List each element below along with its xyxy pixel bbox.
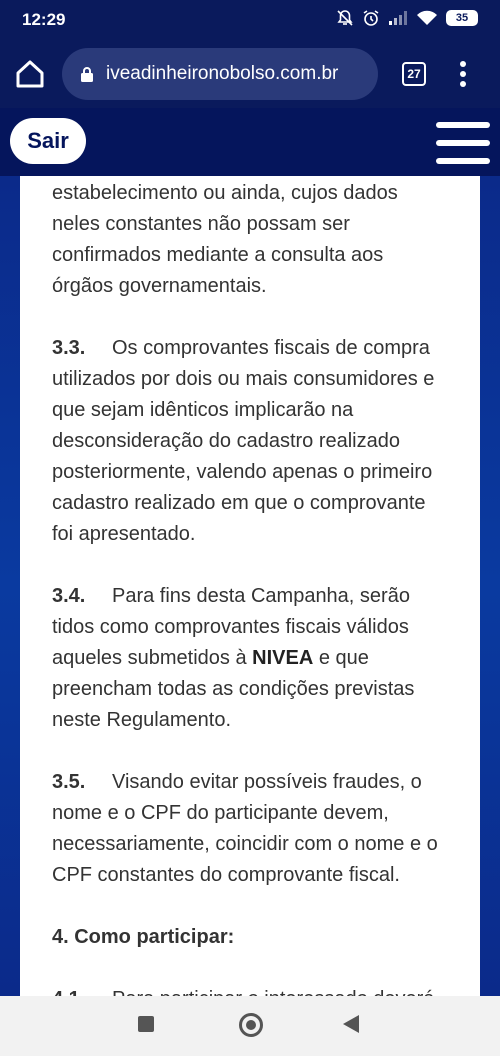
recents-icon[interactable] <box>138 1016 154 1032</box>
background-right <box>480 176 500 996</box>
clause-text: e que preencham todas as condições previstas neste Regulamento. <box>52 647 415 731</box>
section-4-heading: 4. Como participar: <box>52 926 235 948</box>
home-icon[interactable] <box>14 58 46 90</box>
browser-toolbar <box>0 40 500 108</box>
background-left <box>0 176 20 996</box>
tabs-count-button[interactable] <box>402 62 426 86</box>
battery-icon <box>446 10 478 26</box>
hamburger-bar <box>436 122 490 128</box>
clause-number: 3.5. <box>52 771 86 793</box>
site-header <box>0 108 500 176</box>
clause-number: 3.3. <box>52 337 86 359</box>
clause-3-3 <box>52 333 452 550</box>
intro-line: estabelecimento ou ainda, cujos dados <box>52 182 398 204</box>
clause-text: Para fins desta Campanha, serão tidos como comprovantes fiscais válidos aqueles submetidos à <box>52 585 410 669</box>
status-icons <box>336 9 478 27</box>
brand-name: NIVEA <box>252 647 314 669</box>
intro-line: confirmados mediante a consulta aos <box>52 244 384 266</box>
sair-button[interactable]: Sair <box>10 118 86 164</box>
battery-level: 35 <box>455 12 469 24</box>
home-nav-icon[interactable] <box>239 1013 263 1037</box>
bell-off-icon <box>336 9 354 27</box>
address-bar[interactable] <box>62 48 378 100</box>
clause-3-5 <box>52 767 452 891</box>
back-icon[interactable] <box>343 1015 359 1033</box>
intro-line: órgãos governamentais. <box>52 275 267 297</box>
lock-icon <box>80 66 94 82</box>
wifi-icon <box>416 10 438 26</box>
android-nav-bar <box>0 996 500 1056</box>
hamburger-bar <box>436 140 490 146</box>
status-bar <box>0 0 500 40</box>
signal-icon <box>388 10 408 26</box>
alarm-icon <box>362 9 380 27</box>
url-text: iveadinheironobolso.com.br <box>106 63 339 84</box>
intro-line: neles constantes não possam ser <box>52 213 350 235</box>
clause-number: 3.4. <box>52 585 86 607</box>
tab-count: 27 <box>407 67 421 81</box>
hamburger-menu-icon[interactable] <box>436 122 490 164</box>
hamburger-bar <box>436 158 490 164</box>
more-vert-icon[interactable] <box>458 60 468 88</box>
intro-paragraph <box>52 178 452 302</box>
clause-text: Os comprovantes fiscais de compra utilizados por dois ou mais consumidores e que sejam idênticos implicarão na desconsideração do cadastro realizado posteriormente, valendo apenas o primeiro cadastro realizado em que o comprovante foi apresentado. <box>52 337 435 545</box>
clause-text: Visando evitar possíveis fraudes, o nome e o CPF do participante devem, necessariamente, coincidir com o nome e o CPF constantes do comprovante fiscal. <box>52 771 438 886</box>
clause-3-4 <box>52 581 452 736</box>
status-time: 12:29 <box>22 10 66 29</box>
regulation-content[interactable] <box>20 176 480 996</box>
